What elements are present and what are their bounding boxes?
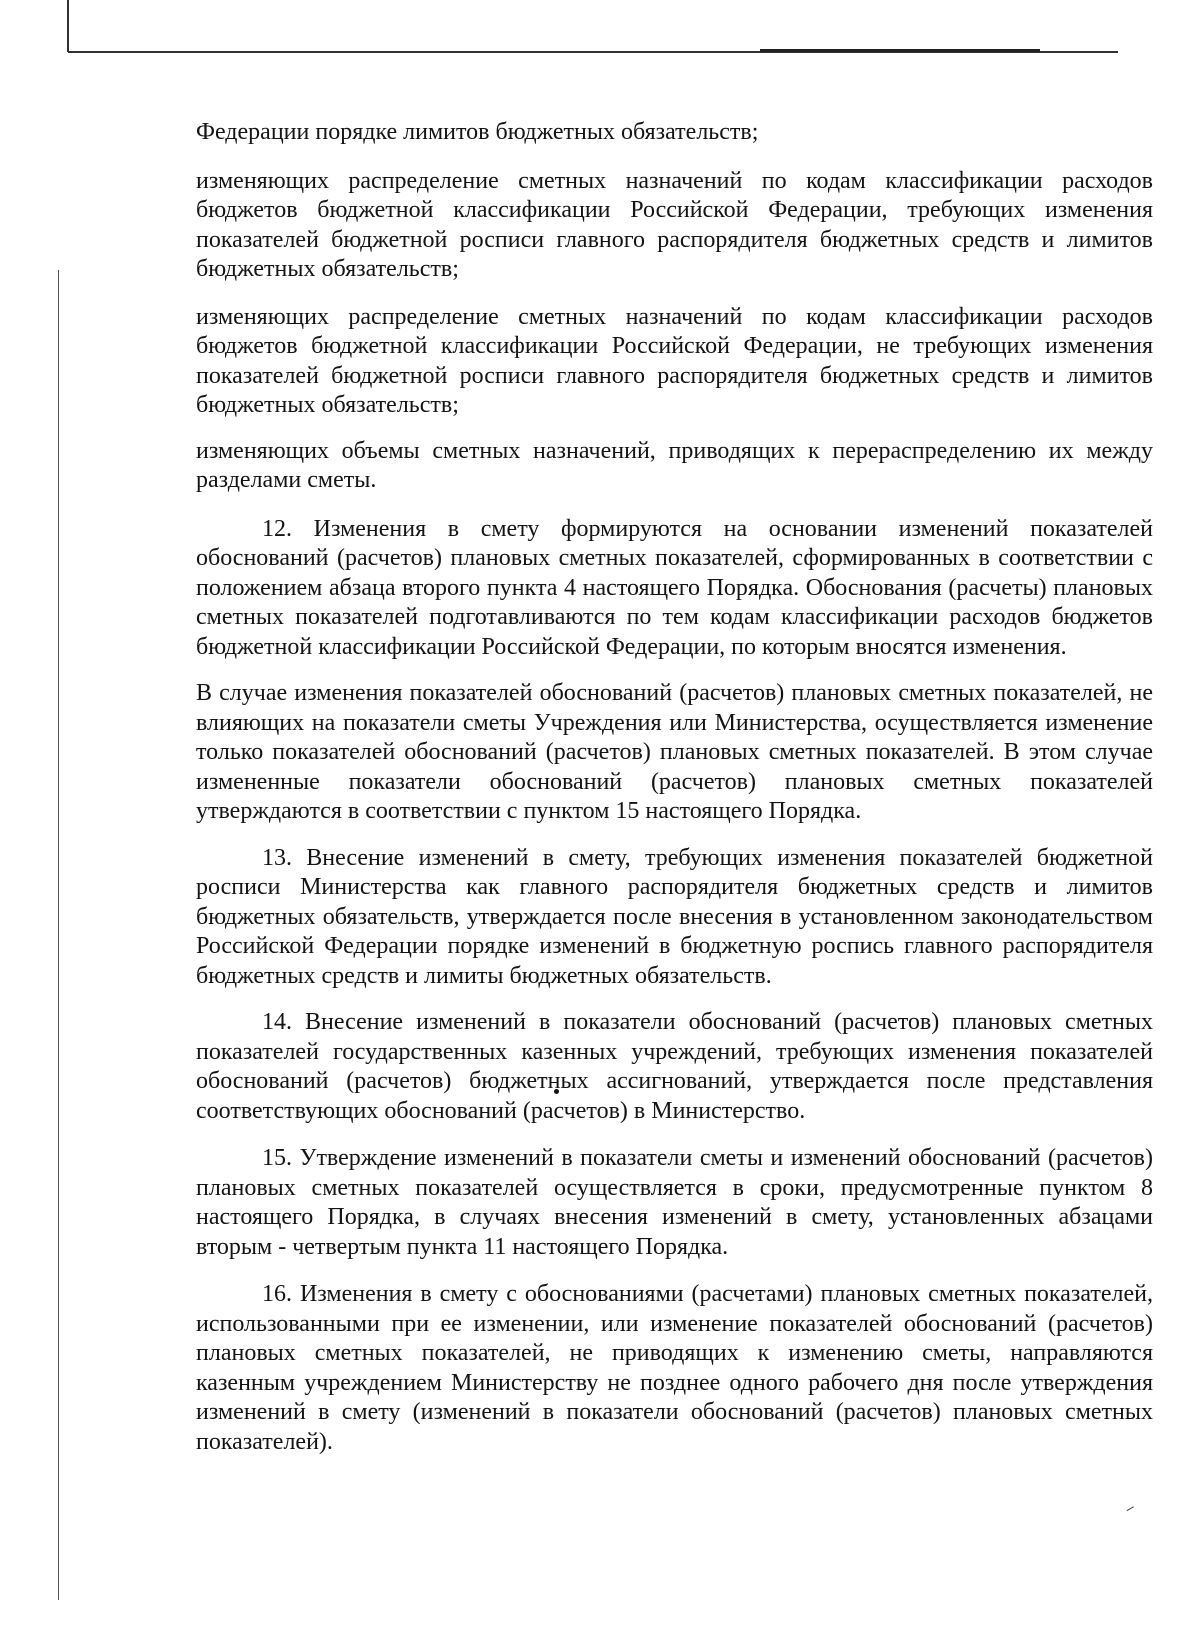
scan-border-top-line-thick: [760, 49, 1040, 52]
paragraph-2: изменяющих распределение сметных назначений по кодам классификации расходов бюджетов бюджетной классификации Российской Федерации, требующих изменения показателей бюджетной росписи главного распорядителя бюджетных средств и лимитов бюджетных обязательств;: [196, 167, 1153, 282]
document-page: [196, 118, 1153, 1457]
paragraph-item-16: 16. Изменения в смету с обоснованиями (расчетами) плановых сметных показателей, использованными при ее изменении, или изменение показателей обоснований (расчетов) плановых сметных показателей, не приводящих к изменению сметы, направляются казенным учреждением Министерству не позднее одного рабочего дня после утверждения изменений в смету (изменений в показатели обоснований (расчетов) плановых сметных показателей).: [196, 1281, 1153, 1455]
scan-border-corner: [67, 0, 69, 52]
paragraph-item-15: 15. Утверждение изменений в показатели сметы и изменений обоснований (расчетов) плановых сметных показателей осуществляется в сроки, предусмотренные пунктом 8 настоящего Порядка, в случаях внесения изменений в смету, установленных абзацами вторым - четвертым пункта 11 настоящего Порядка.: [196, 1145, 1153, 1260]
paragraph-item-14: 14. Внесение изменений в показатели обоснований (расчетов) плановых сметных показателей государственных казенных учреждений, требующих изменения показателей обоснований (расчетов) бюджетных ассигнований, утверждается после представления соответствующих обоснований (расчетов) в Министерство.: [196, 1009, 1153, 1124]
paragraph-item-13: 13. Внесение изменений в смету, требующих изменения показателей бюджетной росписи Министерства как главного распорядителя бюджетных средств и лимитов бюджетных обязательств, утверждается после внесения в установленном законодательством Российской Федерации порядке изменений в бюджетную роспись главного распорядителя бюджетных средств и лимиты бюджетных обязательств.: [196, 844, 1153, 989]
paragraph-item-12: 12. Изменения в смету формируются на основании изменений показателей обоснований (расчетов) плановых сметных показателей, сформированных в соответствии с положением абзаца второго пункта 4 настоящего Порядка. Обоснования (расчеты) плановых сметных показателей подготавливаются по тем кодам классификации расходов бюджетов бюджетной классификации Российской Федерации, по которым вносятся изменения.: [196, 515, 1153, 660]
paragraph-1: Федерации порядке лимитов бюджетных обязательств;: [196, 119, 759, 145]
scan-mark: [1127, 1506, 1136, 1513]
paragraph-item-12-case: В случае изменения показателей обоснований (расчетов) плановых сметных показателей, не влияющих на показатели сметы Учреждения или Министерства, осуществляется изменение только показателей обоснований (расчетов) плановых сметных показателей. В этом случае измененные показатели обоснований (расчетов) плановых сметных показателей утверждаются в соответствии с пунктом 15 настоящего Порядка.: [196, 680, 1153, 824]
scan-left-edge-line: [58, 270, 59, 1600]
paragraph-4: изменяющих объемы сметных назначений, приводящих к перераспределению их между разделами сметы.: [196, 437, 1153, 493]
paragraph-3: изменяющих распределение сметных назначений по кодам классификации расходов бюджетов бюджетной классификации Российской Федерации, не требующих изменения показателей бюджетной росписи главного распорядителя бюджетных средств и лимитов бюджетных обязательств;: [196, 303, 1153, 418]
